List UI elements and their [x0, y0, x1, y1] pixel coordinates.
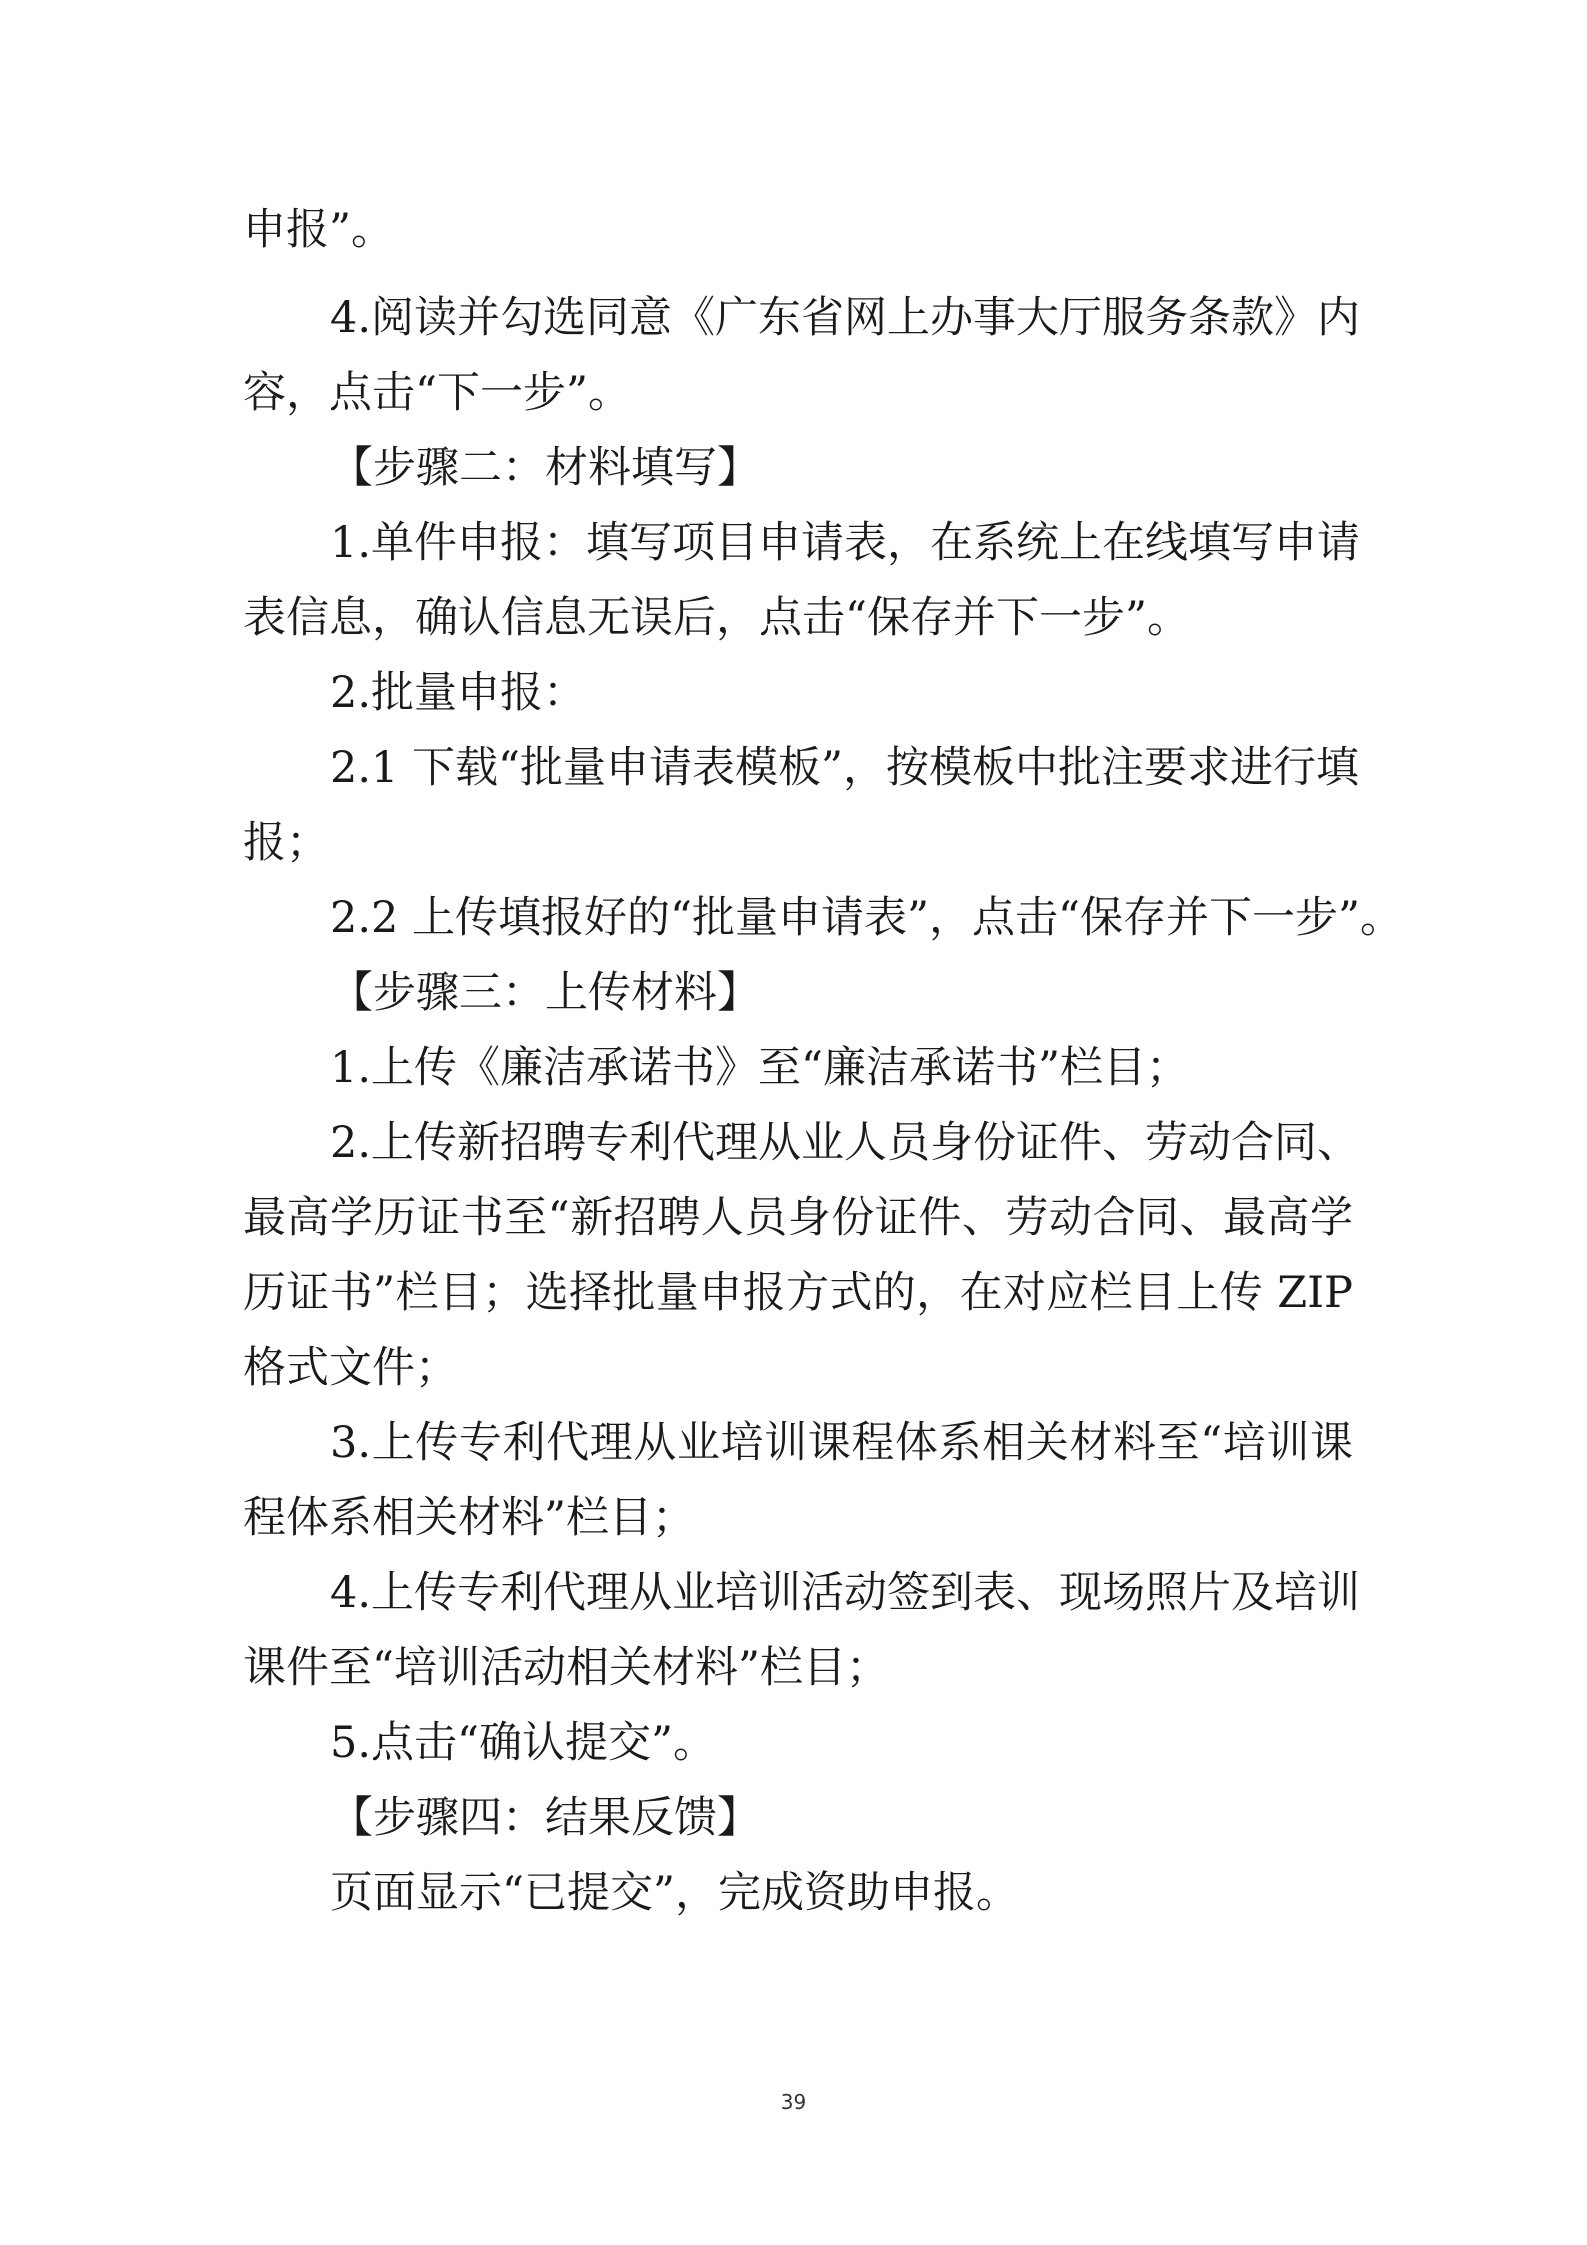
- text-line-15: 历证书”栏目；选择批量申报方式的，在对应栏目上传 ZIP: [243, 1268, 1353, 1318]
- text-line-18: 程体系相关材料”栏目；: [243, 1493, 695, 1543]
- section-heading-step-2: 【步骤二：材料填写】: [330, 443, 760, 493]
- text-line-19: 4.上传专利代理从业培训活动签到表、现场照片及培训: [330, 1568, 1361, 1618]
- text-line-13: 2.上传新招聘专利代理从业人员身份证件、劳动合同、: [330, 1118, 1361, 1168]
- text-line-1: 申报”。: [243, 205, 394, 255]
- text-line-8: 2.1 下载“批量申请表模板”，按模板中批注要求进行填: [330, 743, 1360, 793]
- section-heading-step-4: 【步骤四：结果反馈】: [330, 1793, 760, 1843]
- text-line-14: 最高学历证书至“新招聘人员身份证件、劳动合同、最高学: [243, 1193, 1353, 1243]
- text-line-17: 3.上传专利代理从业培训课程体系相关材料至“培训课: [330, 1418, 1353, 1468]
- text-line-23: 页面显示“已提交”，完成资助申报。: [330, 1868, 1019, 1918]
- text-line-10: 2.2 上传填报好的“批量申请表”，点击“保存并下一步”。: [330, 893, 1403, 943]
- text-line-12: 1.上传《廉洁承诺书》至“廉洁承诺书”栏目；: [330, 1043, 1189, 1093]
- text-line-6: 表信息，确认信息无误后，点击“保存并下一步”。: [243, 593, 1190, 643]
- text-line-5: 1.单件申报：填写项目申请表，在系统上在线填写申请: [330, 518, 1361, 568]
- text-line-16: 格式文件；: [243, 1343, 458, 1393]
- section-heading-step-3: 【步骤三：上传材料】: [330, 968, 760, 1018]
- text-line-7: 2.批量申报：: [330, 668, 587, 718]
- text-line-21: 5.点击“确认提交”。: [330, 1718, 716, 1768]
- text-line-3: 容，点击“下一步”。: [243, 368, 631, 418]
- text-line-9: 报；: [243, 818, 329, 868]
- page-number: 39: [780, 2090, 807, 2114]
- text-line-2: 4.阅读并勾选同意《广东省网上办事大厅服务条款》内: [330, 293, 1361, 343]
- text-line-20: 课件至“培训活动相关材料”栏目；: [243, 1643, 889, 1693]
